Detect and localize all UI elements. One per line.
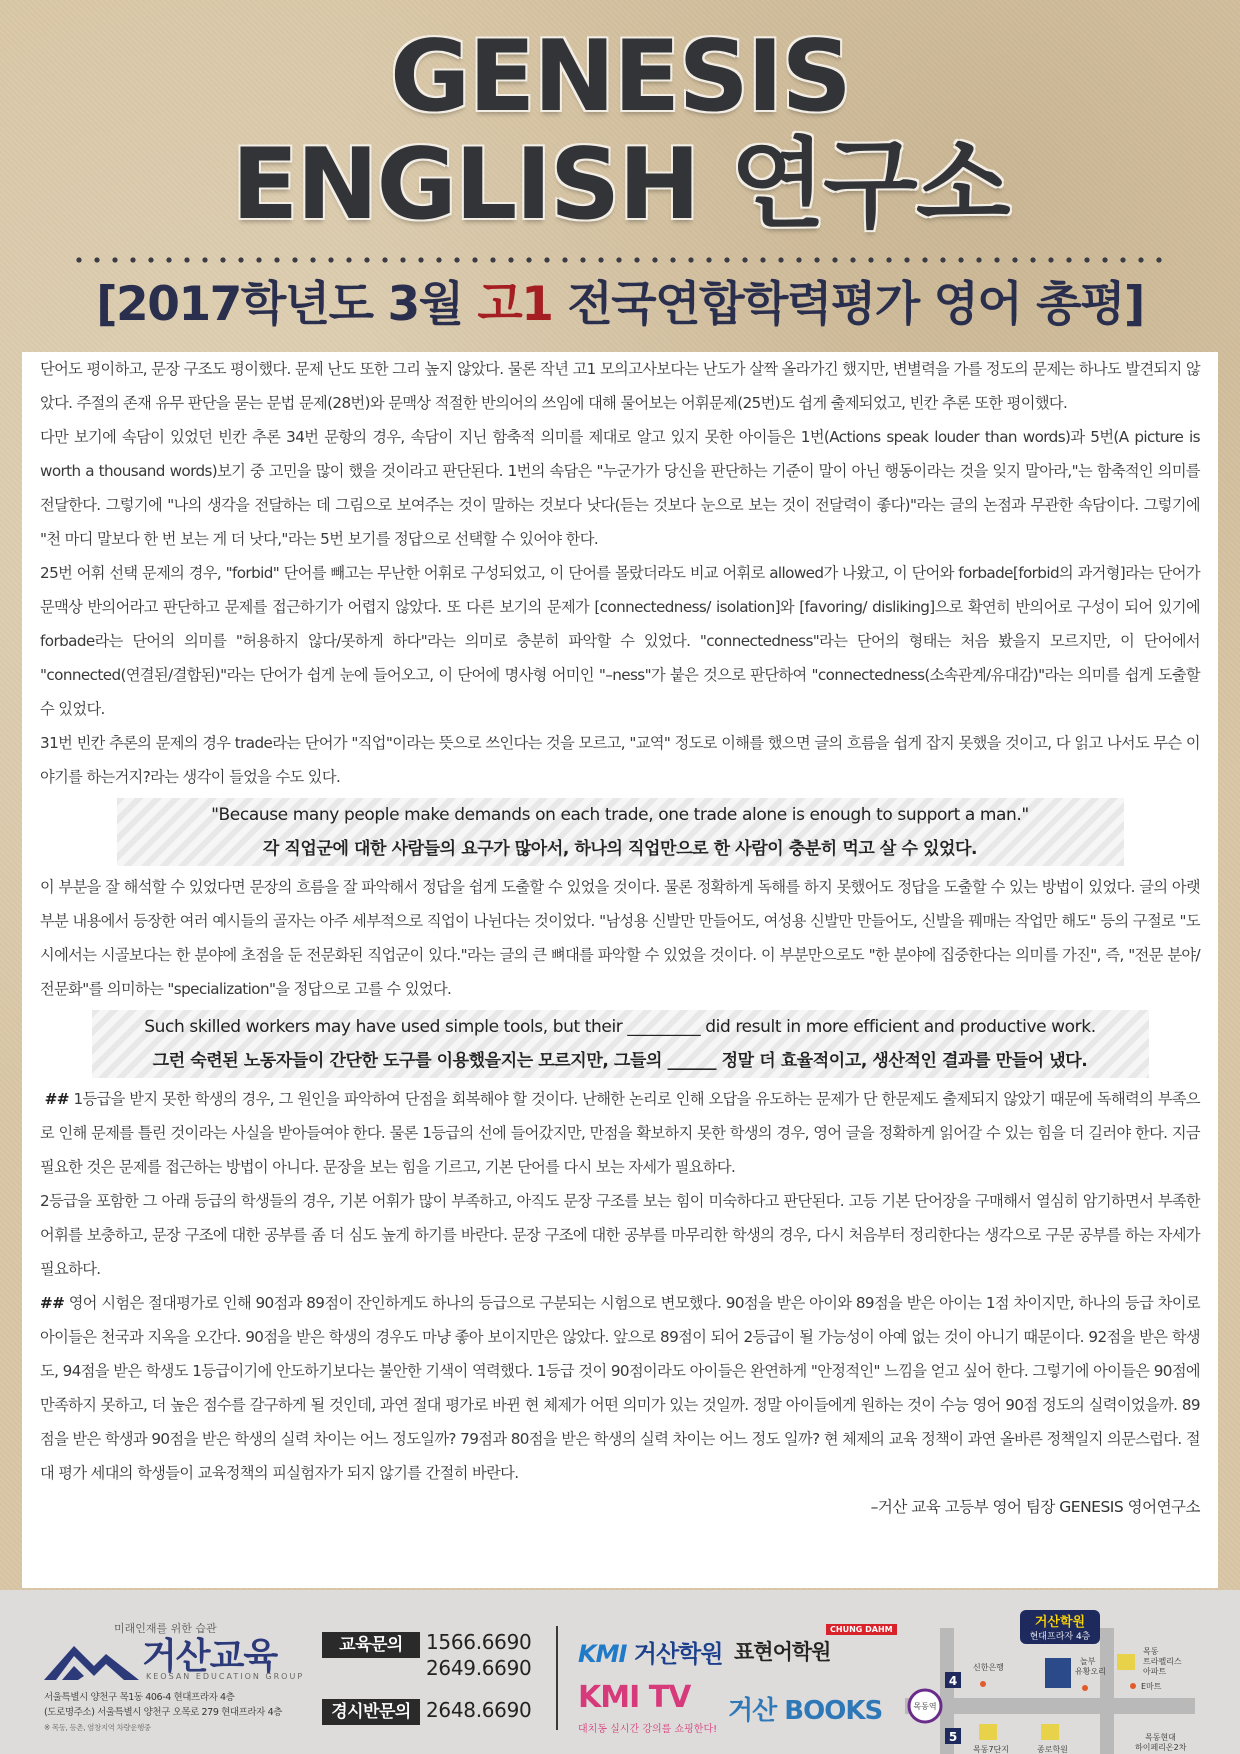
phone-contest: 2648.6690 xyxy=(426,1698,532,1722)
address-line-1: 서울특별시 양천구 목1동 406-4 현대프라자 4층 xyxy=(44,1692,235,1703)
paragraph-4: 31번 빈칸 추론의 문제의 경우 trade라는 단어가 "직업"이라는 뜻으로 쓰인다는 것을 모르고, "교역" 정도로 이해를 했으면 글의 흐름을 쉽게 잡지 못했을 것이고, 다 읽고 나서도 무슨 이야기를 하는거지?라는 생각이 들었을 수도 있다. xyxy=(40,734,1200,786)
map-road-vertical-2 xyxy=(1100,1628,1114,1754)
paragraph-2: 다만 보기에 속담이 있었던 빈칸 추론 34번 문항의 경우, 속담이 지닌 함축적 의미를 제대로 알고 있지 못한 아이들은 1번(Actions speak louder than words)과 5번(A picture is worth a thousand words)보기 중 고민을 많이 했을 것이라고 판단된다. 1번의 속담은 "누군가가 당신을 판단하는 기준이 말이 아닌 행동이라는 것을 잊지 말아라,"는 함축적인 의미를 전달한다. 그렇기에 "나의 생각을 전달하는 데 그림으로 보여주는 것이 말하는 것보다 낫다(듣는 것보다 눈으로 보는 것이 전달력이 좋다)"라는 글의 논점과 무관한 속담이다. 그렇기에 "천 마디 말보다 한 번 보는 게 더 낫다,"라는 5번 보기를 정답으로 선택할 수 있어야 한다. xyxy=(40,428,1200,548)
map-road-horizontal xyxy=(905,1698,1195,1714)
map-nolbu-dot xyxy=(1082,1685,1088,1691)
map-nolbu-label-2: 유황오리 xyxy=(1075,1667,1106,1676)
brand-kmi-name: 거산학원 xyxy=(626,1640,723,1668)
address-line-2: (도로명주소) 서울특별시 양천구 오목로 279 현대프라자 4층 xyxy=(44,1707,283,1718)
quote-1-korean: 각 직업군에 대한 사람들의 요구가 많아서, 하나의 직업만으로 한 사람이 충분히 먹고 살 수 있었다. xyxy=(262,839,978,859)
title-line-2: ENGLISH 연구소 xyxy=(231,128,1009,242)
paragraph-6-mark: ## xyxy=(44,1090,69,1108)
header xyxy=(0,0,1240,350)
quote-box-1 xyxy=(117,798,1124,866)
subtitle-grade: 고1 xyxy=(477,277,553,332)
quote-box-2 xyxy=(92,1010,1149,1078)
brand-books xyxy=(728,1690,882,1727)
paragraph-1: 단어도 평이하고, 문장 구조도 평이했다. 문제 난도 또한 그리 높지 않았다. 물론 작년 고1 모의고사보다는 난도가 살짝 올라가긴 했지만, 변별력을 가를 정도의 문제는 하나도 발견되지 않았다. 주절의 존재 유무 판단을 묻는 문법 문제(28번)와 문맥상 적절한 반의어의 쓰임에 대해 물어보는 어휘문제(25번)도 쉽게 출제되었고, 빈칸 추론 또한 평이했다. xyxy=(40,360,1200,412)
map-apartment-icon xyxy=(1117,1654,1135,1670)
footer-divider xyxy=(556,1626,558,1730)
map-apt-label-1: 목동 xyxy=(1143,1647,1159,1656)
map-hyundai-label-1: 목동현대 xyxy=(1145,1733,1176,1742)
map-jongno-icon xyxy=(1041,1724,1059,1740)
contest-label: 경시반문의 xyxy=(322,1699,420,1725)
map-badge-title: 거산학원 xyxy=(1034,1615,1086,1630)
map-station-label: 목동역 xyxy=(913,1702,937,1711)
paragraph-3: 25번 어휘 선택 문제의 경우, "forbid" 단어를 빼고는 무난한 어휘로 구성되었고, 이 단어를 몰랐더라도 비교 어휘로 allowed가 나왔고, 이 단어와 forbade[forbid의 과거형]라는 단어가 문맥상 반의어라고 판단하고 문제를 접근하기가 어렵지 않았다. 또 다른 보기의 문제가 [connectedness/ isolation]와 [favoring/ disliking]으로 확연히 반의어로 구성이 되어 있기에 forbade라는 단어의 의미를 "허용하지 않다/못하게 하다"라는 의미로 충분히 파악할 수 있었다. "connectedness"라는 단어의 형태는 처음 봤을지 모르지만, 이 단어에서 "connected(연결된/결합된)"라는 단어가 쉽게 눈에 들어오고, 이 단어에 명사형 어미인 "–ness"가 붙은 것으로 판단하여 "connectedness(소속관계/유대감)"라는 의미를 쉽게 도출할 수 있었다. xyxy=(40,564,1200,718)
paragraph-8-text: 영어 시험은 절대평가로 인해 90점과 89점이 잔인하게도 하나의 등급으로 구분되는 시험으로 변모했다. 90점을 받은 아이와 89점을 받은 아이는 1점 차이지만, 하나의 등급 차이로 아이들은 천국과 지옥을 오간다. 90점을 받은 학생의 경우도 마냥 좋아 보이지만은 않았다. 앞으로 89점이 되어 2등급이 될 가능성이 아예 없는 것이 아니기 때문이다. 92점을 받은 학생도, 94점을 받은 학생도 1등급이기에 안도하기보다는 불안한 기색이 역력했다. 1등급 것이 90점이라도 아이들은 완연하게 "안정적인" 느낌을 얻고 싶어 한다. 그렇기에 아이들은 90점에 만족하지 못하고, 더 높은 점수를 갈구하게 될 것인데, 과연 절대 평가로 바뀐 현 체제가 어떤 의미가 있는 것일까. 정말 아이들에게 원하는 것이 수능 영어 90점 정도의 실력이었을까. 89점을 받은 학생과 90점을 받은 학생의 실력 차이는 어느 정도일까? 79점과 80점을 받은 학생의 실력 차이는 어느 정도 일까? 현 체제의 교육 정책이 과연 올바른 정책일지 의문스럽다. 절대 평가 세대의 학생들이 교육정책의 피실험자가 되지 않기를 간절히 바란다. xyxy=(40,1294,1200,1482)
paragraph-8-mark: ## xyxy=(40,1294,65,1312)
paragraph-5: 이 부분을 잘 해석할 수 있었다면 문장의 흐름을 잘 파악해서 정답을 쉽게 도출할 수 있었을 것이다. 물론 정확하게 독해를 하지 못했어도 정답을 도출할 수 있는 방법이 있었다. 글의 아랫부분 내용에서 등장한 여러 예시들의 골자는 아주 세부적으로 직업이 나뉜다는 것이었다. "남성용 신발만 만들어도, 여성용 신발만 만들어도, 신발을 꿰매는 작업만 해도" 등의 구절로 "도시에서는 시골보다는 한 분야에 초점을 둔 전문화된 직업군이 있다."라는 글의 큰 뼈대를 파악할 수 있었을 것이다. 이 부분만으로도 "한 분야에 집중한다는 의미를 가진", 즉, "전문 분야/전문화"를 의미하는 "specialization"을 정답으로 고를 수 있었다. xyxy=(40,878,1200,998)
quote-2-english: Such skilled workers may have used simple tools, but their _________ did result in more efficient and productive work. xyxy=(144,1017,1096,1037)
map-apt-label-3: 아파트 xyxy=(1143,1667,1167,1676)
map-badge-subtitle: 현대프라자 4층 xyxy=(1029,1632,1091,1642)
map-line-4-label: 4 xyxy=(948,1674,958,1688)
logo-name-b: 교육 xyxy=(209,1636,278,1677)
brand-kmi-tv-tagline: 대치동 실시간 강의를 쇼핑한다! xyxy=(578,1724,718,1735)
brand-books-a: 거산 xyxy=(728,1696,785,1726)
logo-english: KEOSAN EDUCATION GROUP xyxy=(146,1672,305,1681)
phone-inquiry-1: 1566.6690 xyxy=(426,1630,532,1654)
logo-tagline: 미래인재를 위한 습관 xyxy=(114,1622,217,1635)
brand-kmi-academy xyxy=(578,1634,723,1669)
brand-pyohyun: 표현어학원 xyxy=(734,1640,831,1664)
inquiry-label: 교육문의 xyxy=(322,1632,420,1658)
address-note: ※ 목동, 등촌, 염창지역 차량운행중 xyxy=(44,1723,151,1732)
map-hyundai-label-2: 하이페리온2차 xyxy=(1135,1743,1187,1752)
map-bank-label: 신한은행 xyxy=(973,1663,1004,1672)
paragraph-6-text: 1등급을 받지 못한 학생의 경우, 그 원인을 파악하여 단점을 회복해야 할 것이다. 난해한 논리로 인해 오답을 유도하는 문제가 단 한문제도 출제되지 않았기 때문에 독해력의 부족으로 인해 문제를 틀린 것이라는 사실을 받아들여야 한다. 물론 1등급의 선에 들어갔지만, 만점을 확보하지 못한 학생의 경우, 영어 글을 정확하게 읽어갈 수 있는 힘을 더 길러야 한다. 지금 필요한 것은 문제를 접근하는 방법이 아니다. 문장을 보는 힘을 기르고, 기본 단어를 다시 보는 자세가 필요하다. xyxy=(40,1090,1200,1176)
mountain-logo-icon xyxy=(44,1632,139,1682)
map-nolbu-label: 놀부 xyxy=(1080,1657,1096,1666)
brand-kmi-tv: KMI TV xyxy=(578,1680,691,1715)
paragraph-8 xyxy=(40,1286,1200,1490)
map-emart-label: E마트 xyxy=(1141,1682,1162,1691)
footer xyxy=(0,1590,1240,1754)
dotted-divider xyxy=(70,256,1170,264)
page-subtitle xyxy=(0,272,1240,338)
map-emart-dot xyxy=(1130,1683,1136,1689)
map-jongno-label: 종로학원 xyxy=(1037,1745,1068,1754)
title-line-1: GENESIS xyxy=(390,20,850,134)
location-map xyxy=(885,1608,1205,1754)
logo-name-a: 거산 xyxy=(142,1636,210,1677)
subtitle-prefix: [2017학년도 3월 xyxy=(96,277,478,332)
address-block xyxy=(44,1690,282,1735)
article-body xyxy=(22,352,1218,1588)
phone-inquiry-2: 2649.6690 xyxy=(426,1656,532,1680)
map-apt-label-2: 트라펠리스 xyxy=(1143,1657,1182,1666)
map-park-icon xyxy=(979,1724,997,1740)
map-park-label: 목동7단지 xyxy=(973,1745,1010,1754)
map-bank-dot xyxy=(980,1681,986,1687)
quote-1-english: "Because many people make demands on each trade, one trade alone is enough to support a man." xyxy=(211,805,1029,825)
subtitle-suffix: 전국연합학력평가 영어 총평] xyxy=(552,277,1144,332)
map-building-icon xyxy=(1045,1658,1071,1688)
map-line-5-label: 5 xyxy=(948,1730,958,1744)
brand-chungdahm-badge: CHUNG DAHM xyxy=(826,1624,897,1635)
signature: –거산 교육 고등부 영어 팀장 GENESIS 영어연구소 xyxy=(870,1498,1200,1516)
quote-2-korean: 그런 숙련된 노동자들이 간단한 도구를 이용했을지는 모르지만, 그들의 ______ 정말 더 효율적이고, 생산적인 결과를 만들어 냈다. xyxy=(152,1051,1088,1071)
paragraph-7: 2등급을 포함한 그 아래 등급의 학생들의 경우, 기본 어휘가 많이 부족하고, 아직도 문장 구조를 보는 힘이 미숙하다고 판단된다. 고등 기본 단어장을 구매해서 열심히 암기하면서 부족한 어휘를 보충하고, 문장 구조에 대한 공부를 좀 더 심도 높게 하기를 바란다. 문장 구조에 대한 공부를 마무리한 학생의 경우, 다시 처음부터 정리한다는 생각으로 구문 공부를 하는 자세가 필요하다. xyxy=(40,1192,1200,1278)
paragraph-6 xyxy=(40,1082,1200,1184)
brand-kmi-mark: KMI xyxy=(578,1640,627,1668)
brand-books-b: BOOKS xyxy=(784,1696,883,1726)
